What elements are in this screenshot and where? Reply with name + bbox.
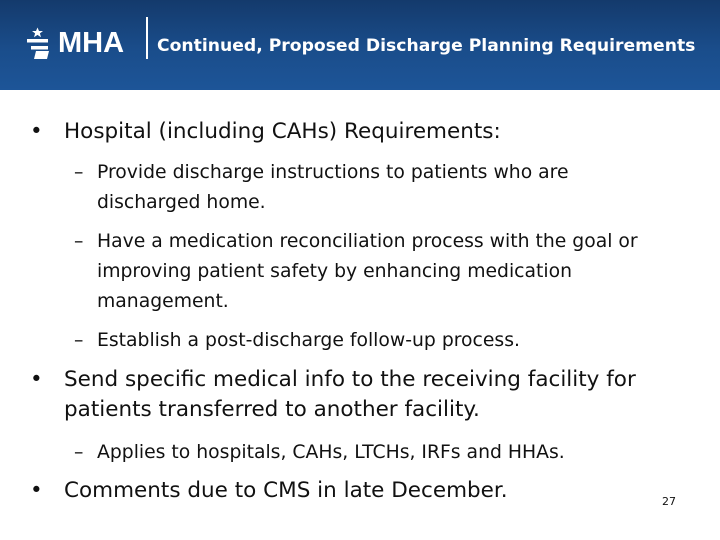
subitem-discharge-instructions: [74, 158, 664, 218]
subitem-text: Provide discharge instructions to patients who are discharged home.: [97, 162, 569, 213]
bullet-comments-due: [30, 476, 600, 506]
page-number: 27: [662, 495, 676, 508]
subitem-text: Establish a post-discharge follow-up process.: [97, 330, 520, 351]
bullet-icon: •: [30, 119, 43, 144]
bullet-icon: •: [30, 367, 43, 392]
bullet-text: Send specific medical info to the receiving facility for patients transferred to another facility.: [64, 367, 636, 422]
dash-icon: –: [74, 330, 84, 351]
subitem-text: Have a medication reconciliation process with the goal or improving patient safety by enhancing medication management.: [97, 231, 638, 312]
subitem-text: Applies to hospitals, CAHs, LTCHs, IRFs and HHAs.: [97, 442, 565, 463]
page-title: Continued, Proposed Discharge Planning Requirements: [157, 36, 696, 56]
dash-icon: –: [74, 442, 84, 463]
bullet-send-medical-info: [30, 365, 680, 425]
dash-icon: –: [74, 162, 84, 183]
dash-icon: –: [74, 231, 84, 252]
bullet-text: Hospital (including CAHs) Requirements:: [64, 119, 501, 144]
bullet-text: Comments due to CMS in late December.: [64, 478, 508, 503]
bullet-icon: •: [30, 478, 43, 503]
mha-logo-text: MHA: [58, 27, 125, 59]
subitem-follow-up-process: [74, 326, 664, 356]
bullet-hospital-requirements: [30, 117, 570, 147]
subitem-medication-reconciliation: [74, 227, 674, 317]
subitem-applies-to: [74, 438, 674, 468]
